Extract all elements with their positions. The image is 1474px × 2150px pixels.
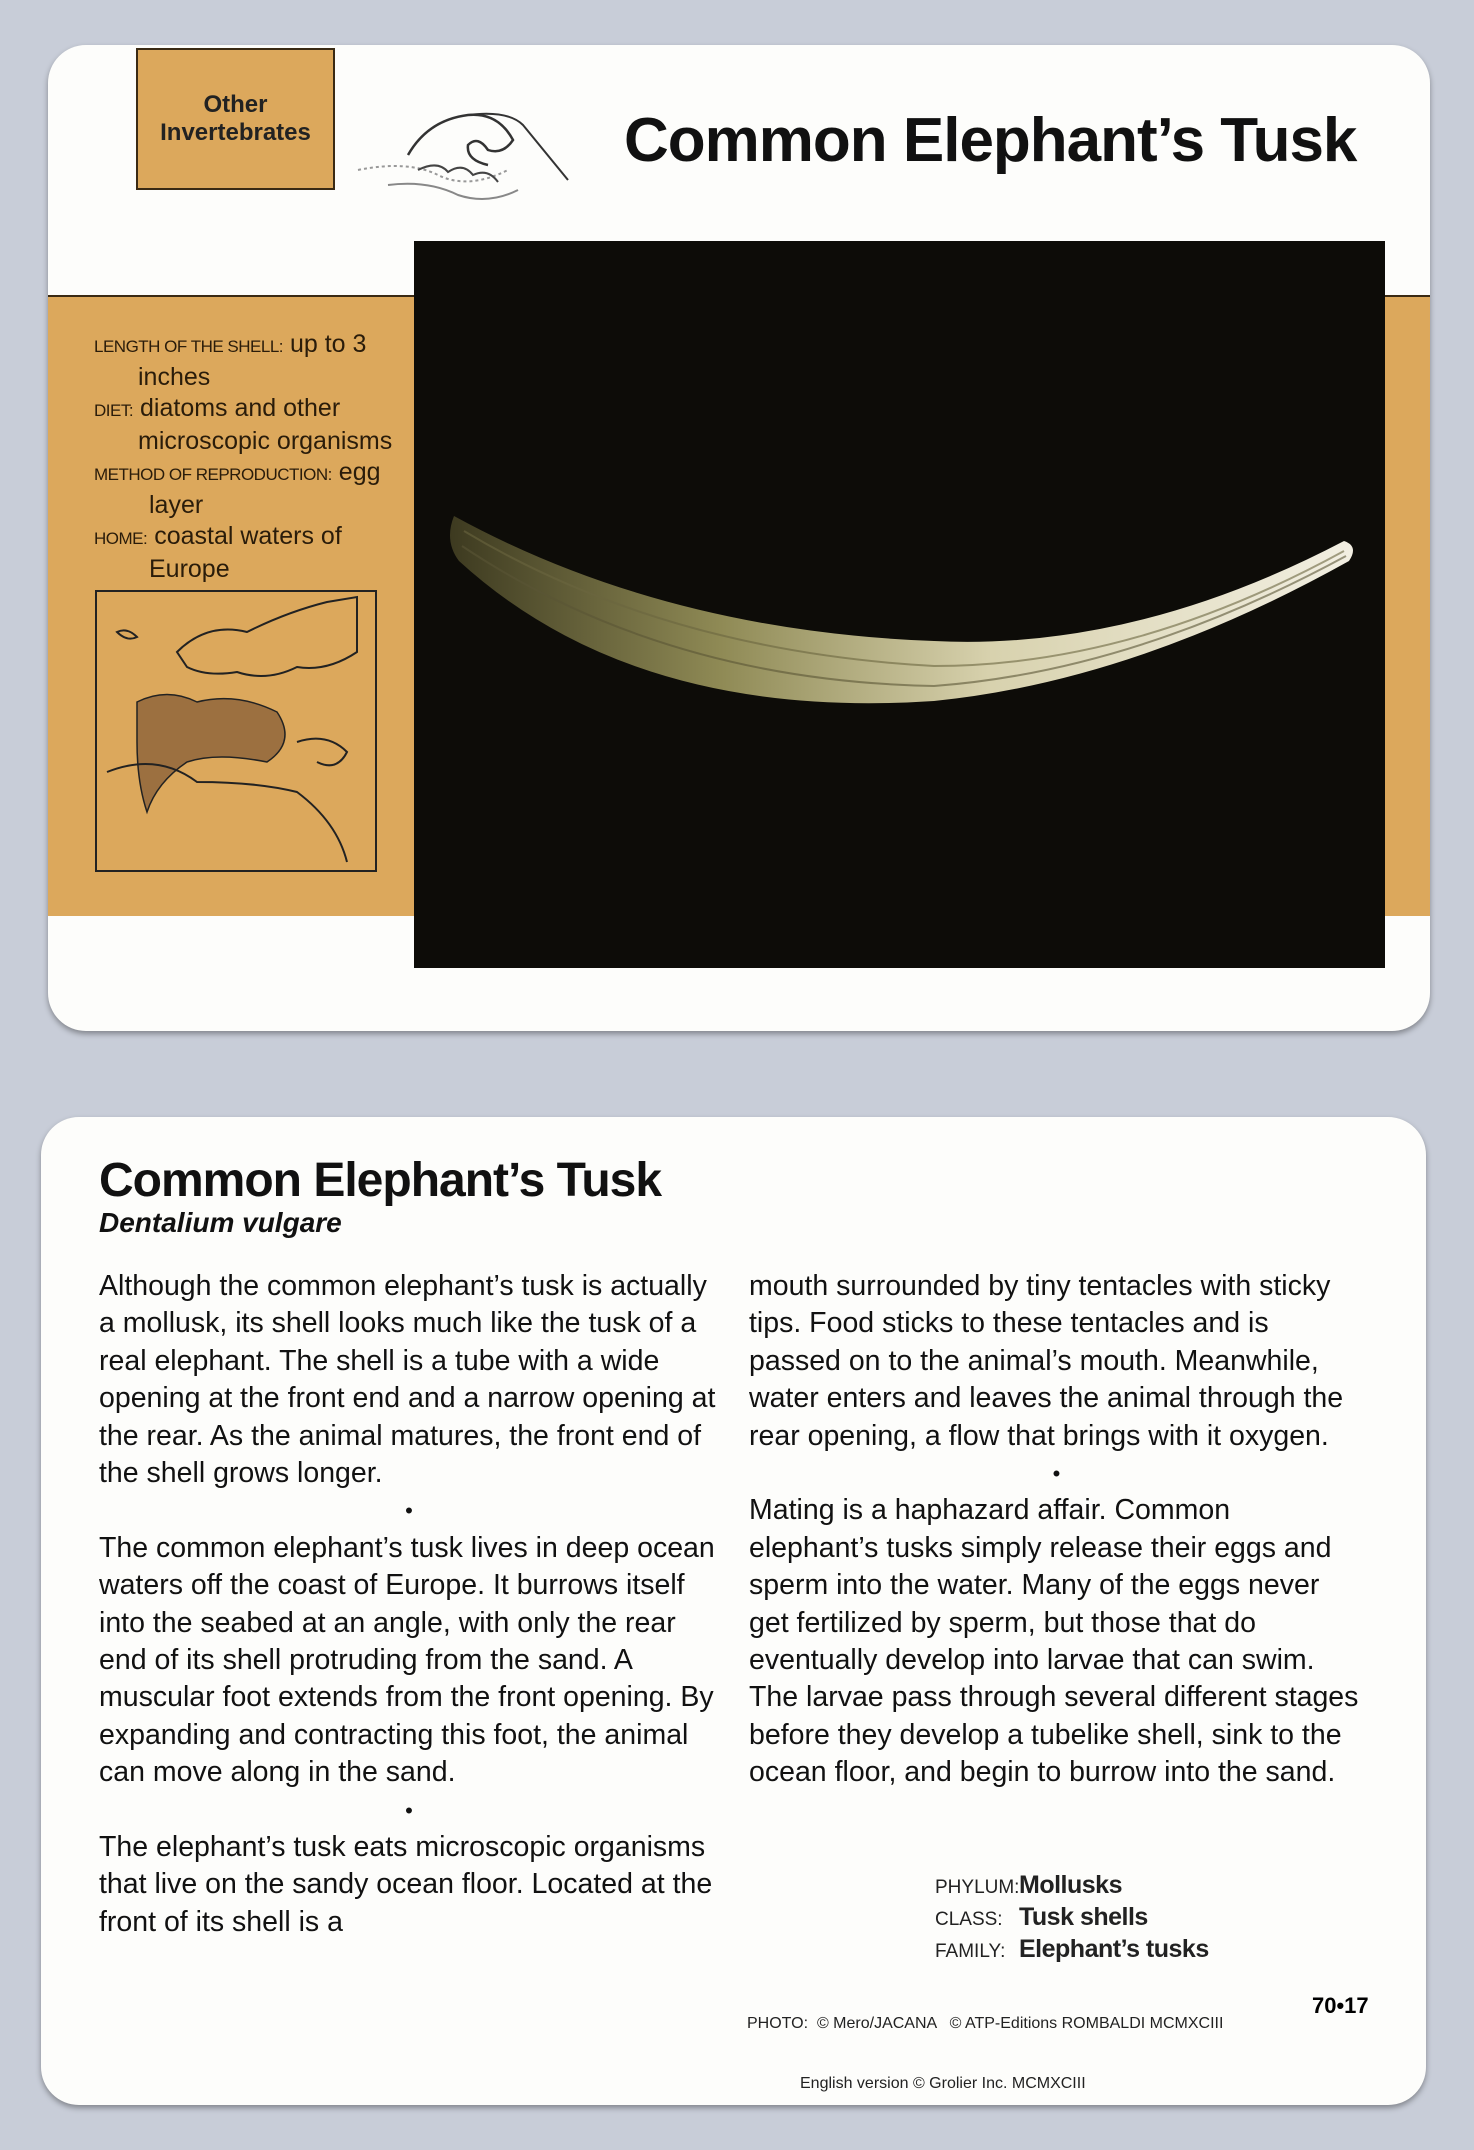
category-label: Other Invertebrates [136, 48, 335, 190]
stat-value-cont: Europe [149, 555, 230, 583]
paragraph: mouth surrounded by tiny tentacles with sticky tips. Food sticks to these tentacles and is passed on to the animal’s mouth. Meanwhile, water enters and leaves the animal through the rear opening, a flow that brings with it oxygen. [749, 1270, 1344, 1452]
text-column-2 [749, 1268, 1364, 1792]
stat-label: DIET: [94, 401, 134, 420]
taxonomy-class [935, 1903, 1209, 1935]
credit-line: English version © Grolier Inc. MCMXCIII [800, 2075, 1086, 2092]
stat-label: METHOD OF REPRODUCTION: [94, 465, 332, 484]
back-card [41, 1117, 1426, 2105]
taxonomy-family [935, 1935, 1209, 1967]
taxonomy-phylum [935, 1871, 1209, 1903]
text-column-1 [99, 1268, 719, 1941]
stat-length [94, 329, 394, 393]
stat-reproduction [94, 457, 394, 521]
europe-map-icon [97, 592, 375, 870]
stat-value: egg [338, 458, 381, 486]
stat-value: coastal waters of [154, 522, 342, 550]
stat-value: diatoms and other [140, 394, 341, 422]
back-title: Common Elephant’s Tusk [99, 1154, 662, 1207]
stat-value: up to 3 [289, 330, 367, 358]
taxonomy-value: Mollusks [1019, 1871, 1122, 1899]
separator-dot: • [405, 1797, 413, 1823]
card-number: 70•17 [1312, 1993, 1369, 2018]
front-card [48, 45, 1430, 1031]
taxonomy-value: Tusk shells [1019, 1903, 1148, 1931]
taxonomy [935, 1871, 1209, 1967]
stat-diet [94, 393, 394, 457]
stat-value-cont: layer [149, 491, 204, 519]
card-title: Common Elephant’s Tusk [624, 106, 1357, 175]
tusk-image [414, 241, 1385, 968]
stats-list [94, 329, 394, 585]
photo-credit [747, 1974, 1223, 2105]
stat-value-cont: inches [138, 363, 211, 391]
tusk-photo [414, 241, 1385, 968]
range-map [95, 590, 377, 872]
credit-line: PHOTO: © Mero/JACANA © ATP-Editions ROMBALDI MCMXCIII [747, 2015, 1224, 2032]
paragraph: The common elephant’s tusk lives in deep ocean waters off the coast of Europe. It burrows itself into the seabed at an angle, with only the rear end of its shell protruding from the sand. A muscular foot extends from the front opening. By expanding and contracting this foot, the animal can move along in the sand. [99, 1531, 715, 1789]
stat-label: HOME: [94, 529, 148, 548]
scientific-name: Dentalium vulgare [99, 1207, 342, 1238]
separator-dot: • [405, 1498, 413, 1524]
taxonomy-value: Elephant’s tusks [1019, 1935, 1209, 1963]
separator-dot: • [1052, 1461, 1061, 1487]
wave-logo-icon [348, 100, 628, 220]
stat-value-cont: microscopic organisms [138, 427, 393, 455]
stat-home [94, 521, 394, 585]
taxonomy-label: CLASS: [935, 1909, 1003, 1930]
paragraph: Although the common elephant’s tusk is actually a mollusk, its shell looks much like the tusk of a real elephant. The shell is a tube with a wide opening at the front end and a narrow opening at the rear. As the animal matures, the front end of the shell grows longer. [99, 1270, 716, 1490]
paragraph: Mating is a haphazard affair. Common elephant’s tusks simply release their eggs and sperm into the water. Many of the eggs never get fertilized by sperm, but those that do eventually develop into larvae that can swim. The larvae pass through several different stages before they develop a tubelike shell, sink to the ocean floor, and begin to burrow into the sand. [749, 1494, 1359, 1789]
paragraph: The elephant’s tusk eats microscopic organisms that live on the sandy ocean floor. Located at the front of its shell is a [99, 1831, 713, 1938]
taxonomy-label: FAMILY: [935, 1941, 1006, 1962]
taxonomy-label: PHYLUM: [935, 1877, 1020, 1898]
stat-label: LENGTH OF THE SHELL: [94, 337, 284, 356]
